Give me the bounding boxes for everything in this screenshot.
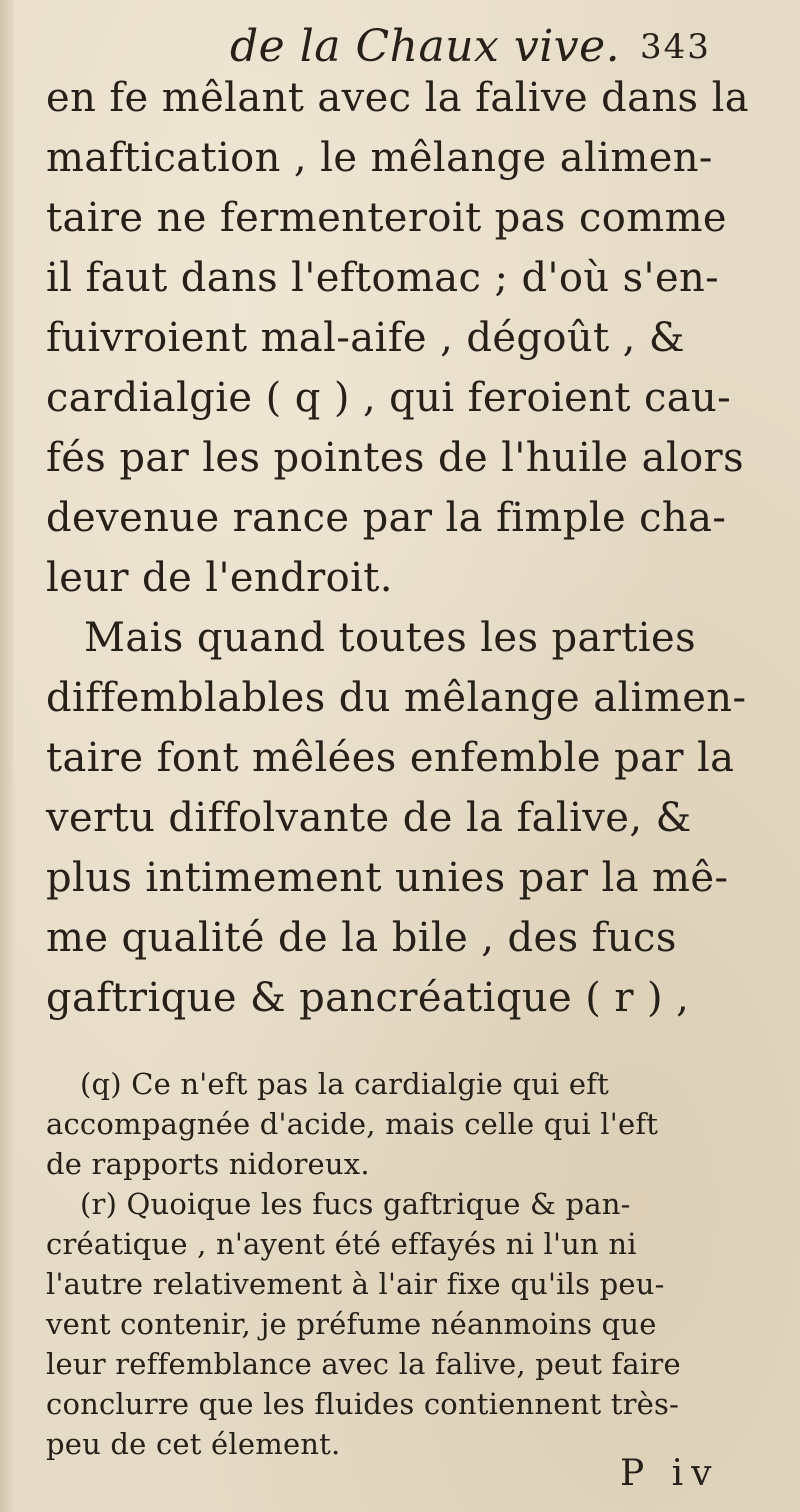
text-line: fuivroient mal-aife , dégoût , & [46,315,685,361]
text-line: en fe mêlant avec la falive dans la [46,75,750,121]
text-line: taire ne fermenteroit pas comme [46,195,727,241]
text-line: gaftrique & pancréatique ( r ) , [46,975,690,1021]
signature-mark: P iv [620,1453,720,1494]
footnote-line: (r) Quoique les fucs gaftrique & pan- [80,1187,631,1221]
text-line: me qualité de la bile , des fucs [46,915,677,961]
footnote-line: vent contenir, je préfume néanmoins que [46,1307,657,1341]
page-number: 343 [640,27,711,67]
text-line: leur de l'endroit. [46,555,393,601]
text-line: taire font mêlées enfemble par la [46,735,735,781]
text-line: fés par les pointes de l'huile alors [46,435,744,481]
footnote-line: de rapports nidoreux. [46,1147,370,1181]
text-line: devenue rance par la fimple cha- [46,495,727,541]
text-line: diffemblables du mêlange alimen- [46,675,747,721]
running-title: de la Chaux vive. [230,21,621,72]
text-line: vertu diffolvante de la falive, & [46,795,692,841]
footnote-line: créatique , n'ayent été effayés ni l'un ni [46,1227,637,1261]
page-header [0,22,800,72]
footnote-line: l'autre relativement à l'air fixe qu'ils peu- [46,1267,665,1301]
text-line: cardialgie ( q ) , qui feroient cau- [46,375,732,421]
footnote-line: (q) Ce n'eft pas la cardialgie qui eft [80,1067,610,1101]
text-line: plus intimement unies par la mê- [46,855,729,901]
text-line: maftication , le mêlange alimen- [46,135,713,181]
footnote-line: peu de cet élement. [46,1427,341,1461]
page-edge-shadow [0,0,14,1512]
footnote-line: conclurre que les fluides contiennent très- [46,1387,680,1421]
text-line: il faut dans l'eftomac ; d'où s'en- [46,255,720,301]
footnote-line: leur reffemblance avec la falive, peut faire [46,1347,681,1381]
text-line: Mais quand toutes les parties [84,615,696,661]
footnote-line: accompagnée d'acide, mais celle qui l'eft [46,1107,659,1141]
